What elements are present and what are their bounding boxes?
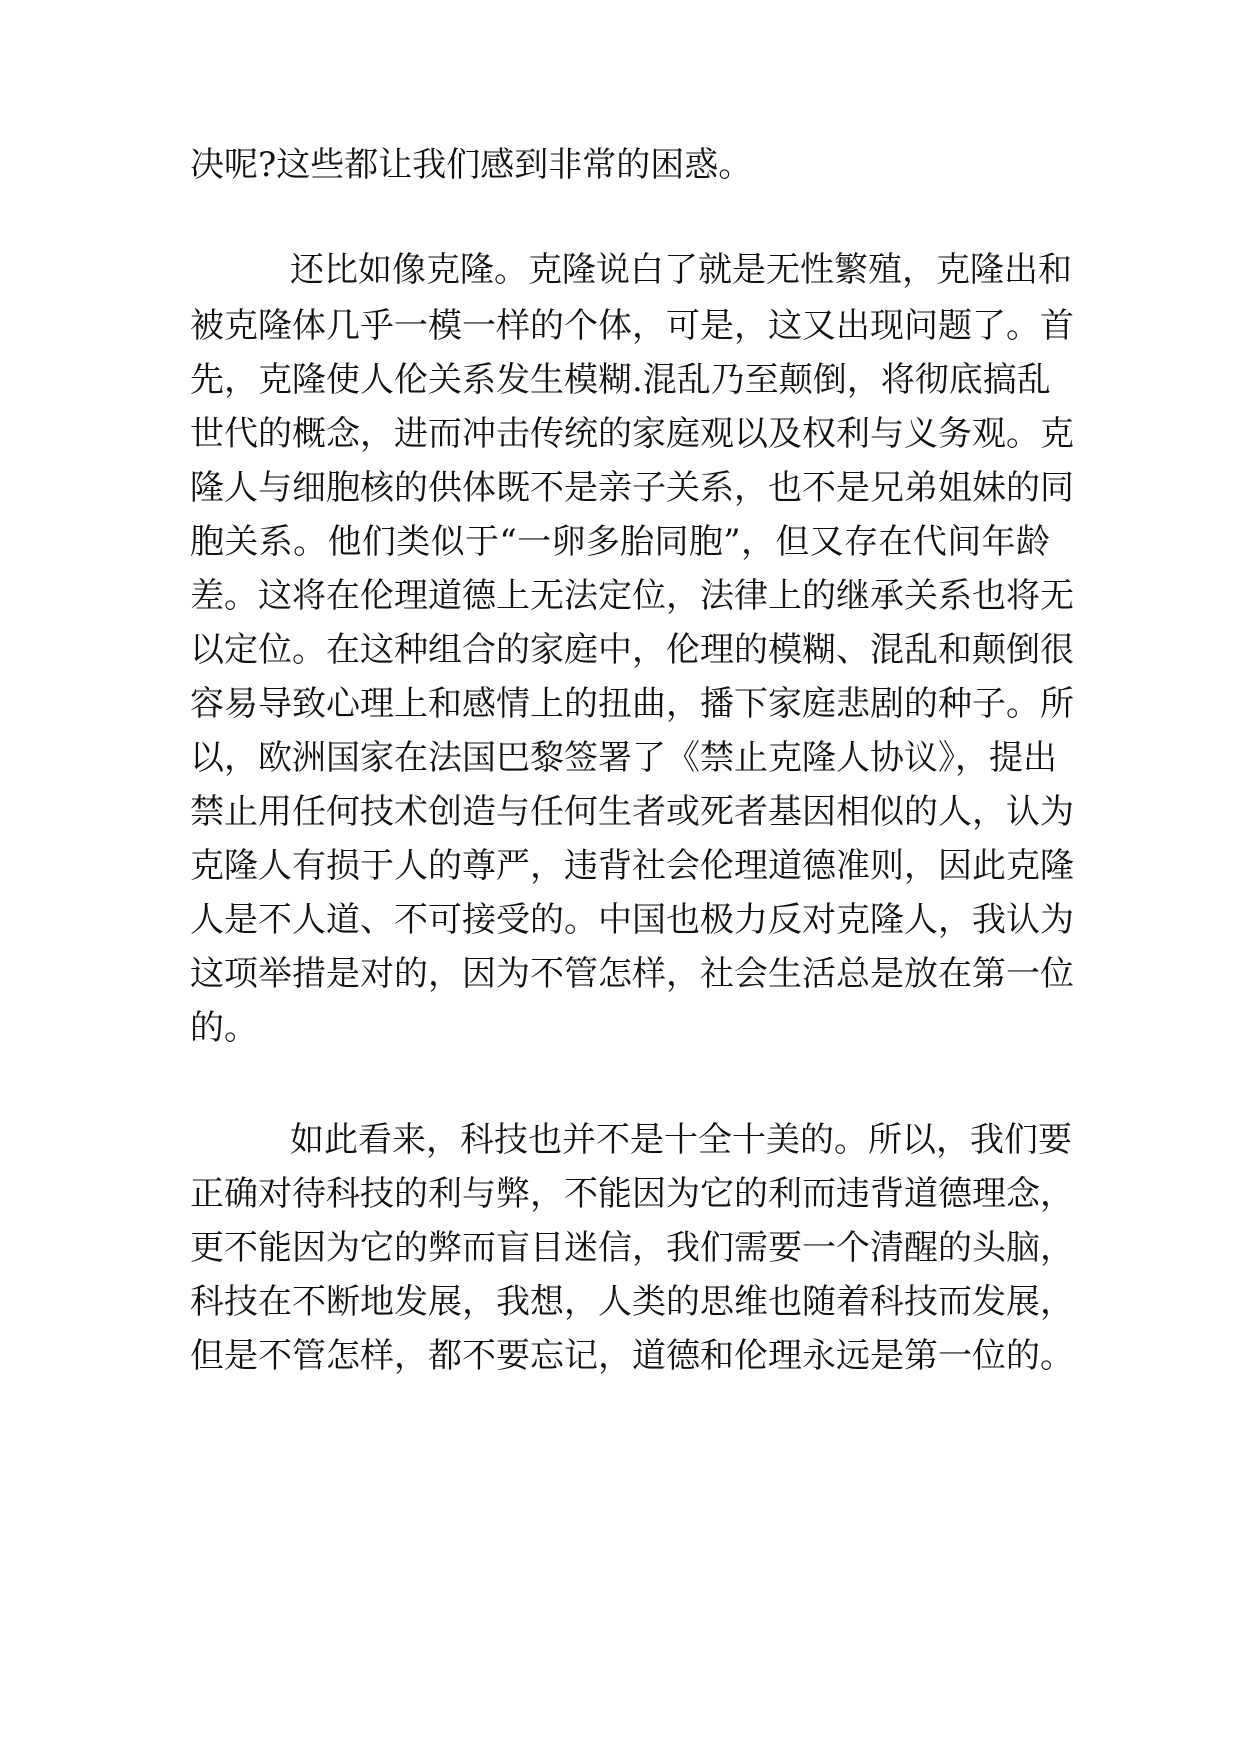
paragraph-2-line-8: 以定位。在这种组合的家庭中，伦理的模糊、混乱和颠倒很 bbox=[190, 630, 1074, 670]
paragraph-2-line-14: 这项举措是对的，因为不管怎样，社会生活总是放在第一位 bbox=[190, 954, 1074, 994]
paragraph-2-line-7: 差。这将在伦理道德上无法定位，法律上的继承关系也将无 bbox=[190, 576, 1074, 616]
paragraph-3-line-1: 如此看来，科技也并不是十全十美的。所以，我们要 bbox=[290, 1120, 1072, 1160]
paragraph-3-line-3: 更不能因为它的弊而盲目迷信，我们需要一个清醒的头脑， bbox=[190, 1228, 1074, 1268]
paragraph-2-line-4: 世代的概念，进而冲击传统的家庭观以及权利与义务观。克 bbox=[190, 414, 1074, 454]
paragraph-2-line-5: 隆人与细胞核的供体既不是亲子关系，也不是兄弟姐妹的同 bbox=[190, 468, 1074, 508]
paragraph-2-line-1: 还比如像克隆。克隆说白了就是无性繁殖，克隆出和 bbox=[290, 250, 1072, 290]
paragraph-2-line-13: 人是不人道、不可接受的。中国也极力反对克隆人，我认为 bbox=[190, 900, 1074, 940]
paragraph-3-line-2: 正确对待科技的利与弊，不能因为它的利而违背道德理念， bbox=[190, 1174, 1074, 1214]
paragraph-2-line-15: 的。 bbox=[190, 1008, 258, 1048]
paragraph-3-line-5: 但是不管怎样，都不要忘记，道德和伦理永远是第一位的。 bbox=[190, 1336, 1074, 1376]
paragraph-2-line-2: 被克隆体几乎一模一样的个体，可是，这又出现问题了。首 bbox=[190, 306, 1074, 346]
paragraph-2-line-11: 禁止用任何技术创造与任何生者或死者基因相似的人，认为 bbox=[190, 792, 1074, 832]
paragraph-2-line-9: 容易导致心理上和感情上的扭曲，播下家庭悲剧的种子。所 bbox=[190, 684, 1074, 724]
paragraph-2-line-3: 先，克隆使人伦关系发生模糊.混乱乃至颠倒，将彻底搞乱 bbox=[190, 360, 1051, 400]
paragraph-1-line-1: 决呢?这些都让我们感到非常的困惑。 bbox=[190, 145, 753, 185]
paragraph-2-line-10: 以，欧洲国家在法国巴黎签署了《禁止克隆人协议》，提出 bbox=[190, 738, 1057, 778]
paragraph-2-line-6: 胞关系。他们类似于“一卵多胎同胞”，但又存在代间年龄 bbox=[190, 522, 1050, 562]
paragraph-2-line-12: 克隆人有损于人的尊严，违背社会伦理道德准则，因此克隆 bbox=[190, 846, 1074, 886]
paragraph-3-line-4: 科技在不断地发展，我想，人类的思维也随着科技而发展， bbox=[190, 1282, 1074, 1322]
